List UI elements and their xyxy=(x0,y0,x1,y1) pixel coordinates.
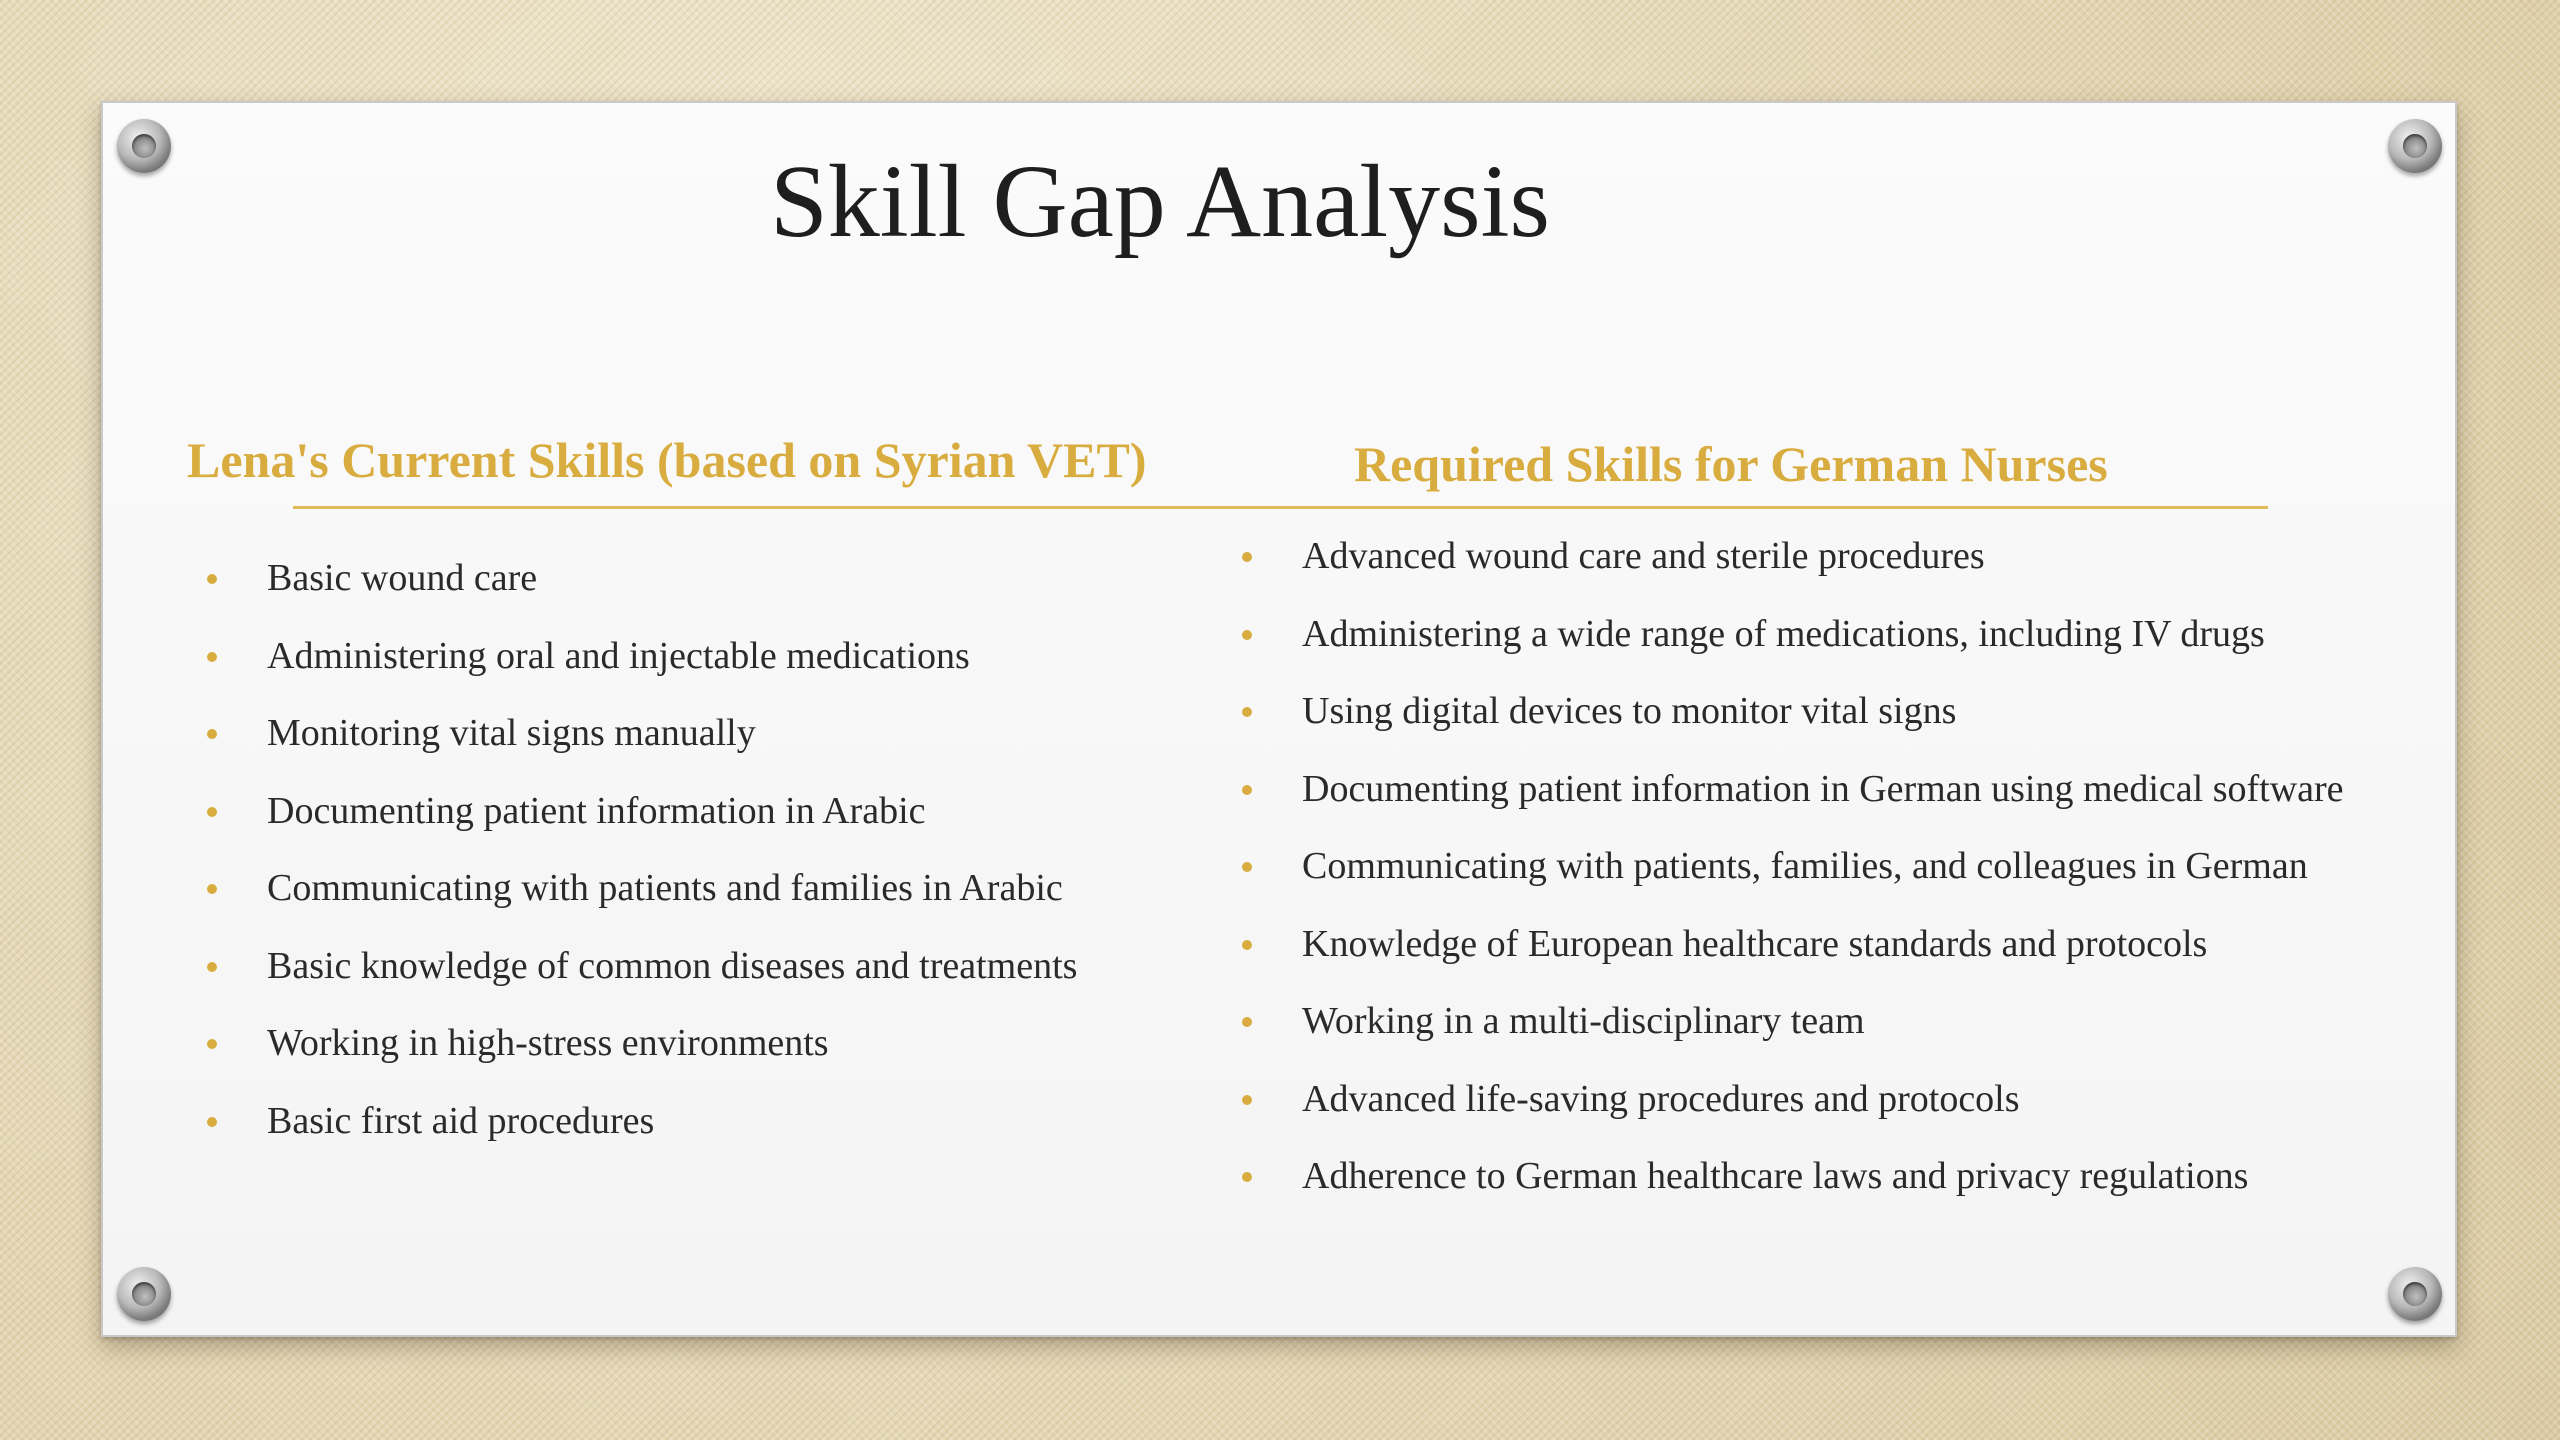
bullet-icon xyxy=(1242,1172,1252,1182)
bullet-icon xyxy=(207,1039,217,1049)
bullet-icon xyxy=(1242,862,1252,872)
grommet-icon-bottom-right xyxy=(2388,1267,2442,1321)
bullet-icon xyxy=(207,884,217,894)
current-skills-heading: Lena's Current Skills (based on Syrian VET) xyxy=(187,432,1147,488)
list-item-text: Communicating with patients, families, and colleagues in German xyxy=(1302,845,2308,887)
bullet-icon xyxy=(207,807,217,817)
bullet-icon xyxy=(207,1117,217,1127)
bullet-icon xyxy=(1242,785,1252,795)
grommet-icon-top-right xyxy=(2388,119,2442,173)
bullet-icon xyxy=(1242,1017,1252,1027)
list-item-text: Knowledge of European healthcare standards and protocols xyxy=(1302,922,2208,965)
list-item xyxy=(1242,995,2422,1047)
list-item-text: Working in a multi-disciplinary team xyxy=(1302,1000,1865,1042)
required-skills-list xyxy=(1242,530,2422,1228)
list-item-text: Working in high-stress environments xyxy=(267,1022,829,1064)
bullet-icon xyxy=(207,729,217,739)
bullet-icon xyxy=(1242,707,1252,717)
list-item xyxy=(207,862,1207,914)
bullet-icon xyxy=(207,574,217,584)
bullet-icon xyxy=(1242,630,1252,640)
list-item-text: Advanced wound care and sterile procedures xyxy=(1302,535,1985,577)
list-item xyxy=(1242,918,2422,970)
bullet-icon xyxy=(1242,552,1252,562)
list-item xyxy=(1242,840,2422,892)
list-item xyxy=(207,630,1207,682)
list-item xyxy=(207,1095,1207,1147)
list-item-text: Documenting patient information in German using medical software xyxy=(1302,767,2344,810)
slide-title: Skill Gap Analysis xyxy=(769,144,1551,259)
list-item-text: Administering oral and injectable medications xyxy=(267,634,970,677)
bullet-icon xyxy=(1242,1095,1252,1105)
list-item-text: Basic knowledge of common diseases and treatments xyxy=(267,944,1078,987)
list-item-text: Monitoring vital signs manually xyxy=(267,712,756,754)
list-item-text: Basic first aid procedures xyxy=(267,1099,655,1142)
bullet-icon xyxy=(207,652,217,662)
list-item xyxy=(207,552,1207,604)
list-item-text: Communicating with patients and families in Arabic xyxy=(267,867,1063,909)
list-item xyxy=(1242,530,2422,582)
list-item-text: Adherence to German healthcare laws and privacy regulations xyxy=(1302,1155,2249,1197)
bullet-icon xyxy=(1242,940,1252,950)
grommet-icon-bottom-left xyxy=(117,1267,171,1321)
list-item xyxy=(1242,608,2422,660)
list-item xyxy=(207,940,1207,992)
required-skills-heading: Required Skills for German Nurses xyxy=(1354,436,2108,492)
list-item xyxy=(1242,1150,2422,1202)
list-item xyxy=(207,785,1207,837)
heading-divider xyxy=(293,506,2268,509)
list-item xyxy=(207,1017,1207,1069)
list-item-text: Administering a wide range of medications, including IV drugs xyxy=(1302,612,2265,655)
list-item-text: Advanced life-saving procedures and protocols xyxy=(1302,1077,2020,1120)
list-item-text: Using digital devices to monitor vital signs xyxy=(1302,690,1957,732)
list-item xyxy=(1242,763,2422,815)
list-item xyxy=(1242,1073,2422,1125)
list-item-text: Basic wound care xyxy=(267,557,538,599)
list-item xyxy=(1242,685,2422,737)
bullet-icon xyxy=(207,962,217,972)
list-item xyxy=(207,707,1207,759)
current-skills-list xyxy=(207,552,1207,1172)
list-item-text: Documenting patient information in Arabic xyxy=(267,789,926,832)
